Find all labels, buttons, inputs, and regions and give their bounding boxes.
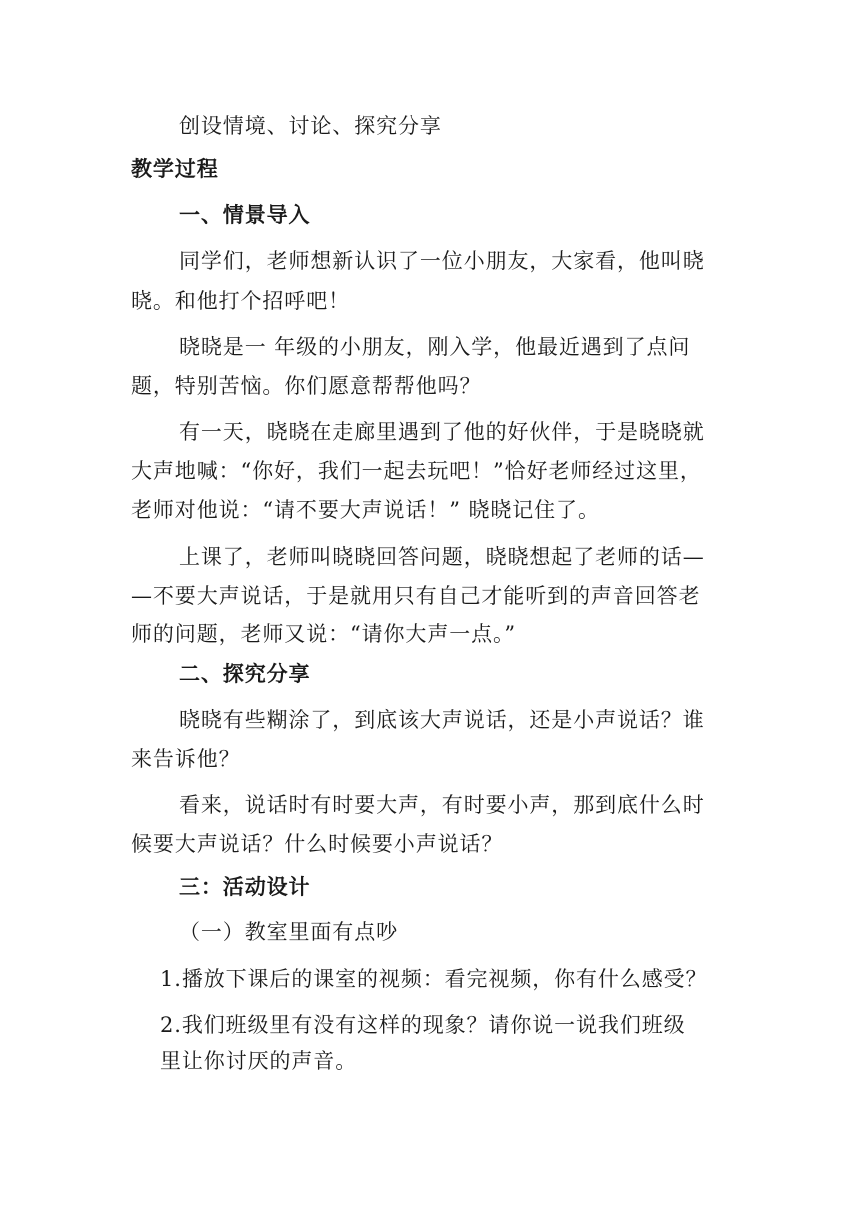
paragraph-line: 晓晓有些糊涂了，到底该大声说话，还是小声说话？谁 [179, 708, 705, 732]
part2-heading: 二、探究分享 [179, 662, 311, 686]
list-item: 2.我们班级里有没有这样的现象？请你说一说我们班级 [160, 1013, 686, 1037]
paragraph-line: 候要大声说话？什么时候要小声说话？ [131, 832, 504, 856]
paragraph-line: 上课了，老师叫晓晓回答问题，晓晓想起了老师的话— [179, 545, 705, 569]
paragraph-line: 晓。和他打个招呼吧！ [131, 289, 350, 313]
paragraph-line: 有一天，晓晓在走廊里遇到了他的好伙伴，于是晓晓就 [179, 420, 705, 444]
teaching-method-line: 创设情境、讨论、探究分享 [179, 114, 442, 138]
paragraph-line: 题，特别苦恼。你们愿意帮帮他吗？ [131, 374, 482, 398]
paragraph-line: 师的问题，老师又说：“请你大声一点。” [131, 622, 517, 646]
paragraph-line: —不要大声说话，于是就用只有自己才能听到的声音回答老 [131, 584, 701, 608]
part3-heading: 三：活动设计 [179, 875, 311, 899]
subsection-title: （一）教室里面有点吵 [179, 920, 398, 944]
paragraph-line: 大声地喊：“你好，我们一起去玩吧！”恰好老师经过这里， [131, 459, 702, 483]
part1-heading: 一、情景导入 [179, 203, 311, 227]
paragraph-line: 看来，说话时有时要大声，有时要小声，那到底什么时 [179, 793, 705, 817]
paragraph-line: 来告诉他？ [131, 747, 241, 771]
paragraph-line: 晓晓是一 年级的小朋友，刚入学，他最近遇到了点问 [179, 335, 691, 359]
list-item-continuation: 里让你讨厌的声音。 [160, 1049, 358, 1073]
paragraph-line: 老师对他说：“请不要大声说话！” 晓晓记住了。 [131, 498, 600, 522]
list-item: 1.播放下课后的课室的视频：看完视频，你有什么感受？ [160, 967, 708, 991]
section-title: 教学过程 [131, 157, 219, 181]
paragraph-line: 同学们，老师想新认识了一位小朋友，大家看，他叫晓 [179, 249, 705, 273]
